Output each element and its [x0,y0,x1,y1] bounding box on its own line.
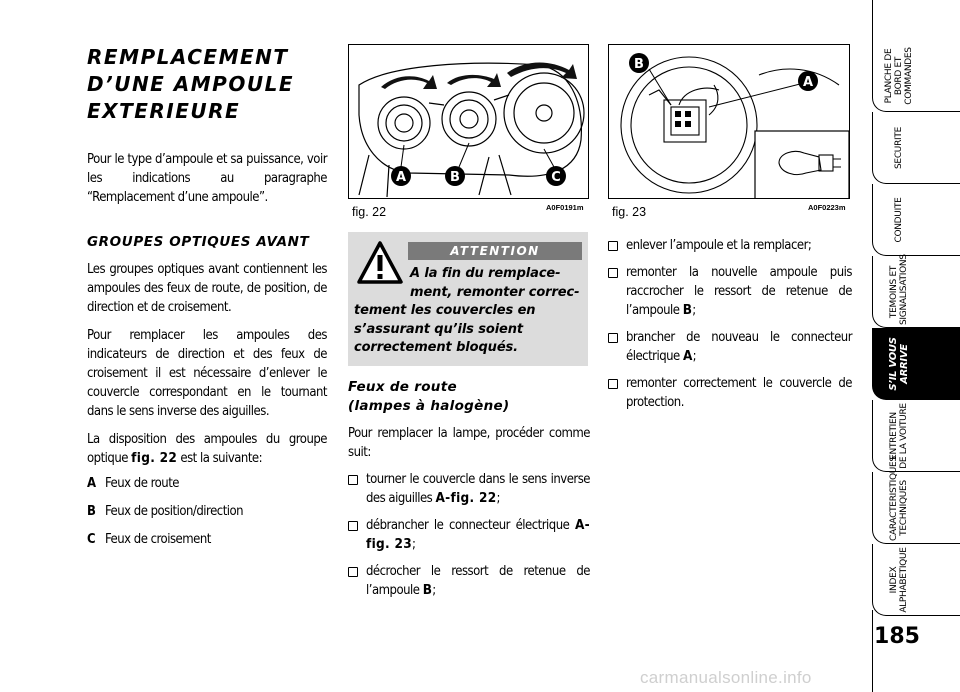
front-section-body [87,260,327,549]
label-b: B [450,170,460,185]
label-c: C [551,170,561,185]
tab-caracteristiques[interactable] [872,455,960,544]
checkbox-bullet-icon [608,379,618,389]
step-ref: A-fig. 23 [366,517,590,552]
step-item [348,562,590,600]
attention-rest: tement les couvercles en s’assurant qu’ils soient correctement bloqués. [354,303,536,355]
page-title [87,44,337,125]
step-text: débrancher le connecteur électrique [366,518,575,533]
checkbox-bullet-icon [608,241,618,251]
layout-fig-ref: fig. 22 [131,450,178,466]
fig-23-caption: fig. 23 [612,205,647,219]
checkbox-bullet-icon [608,268,618,278]
title-line-2: D’UNE AMPOULE [87,72,294,96]
fig23-label-a: A [802,75,814,90]
high-beam-intro: Pour remplacer la lampe, procéder comme suit: [348,426,590,460]
watermark: carmanualsonline.info [640,668,812,687]
step-item [348,470,590,508]
step-ref: A [682,348,693,364]
step-end: ; [692,349,697,364]
step-ref: B [682,302,693,318]
section-heading-front: GROUPES OPTIQUES AVANT [87,234,310,250]
step-item [348,516,590,554]
step-end: ; [692,303,696,318]
step-text: remonter correctement le couvercle de protection. [626,376,852,410]
legend-item-b [87,502,327,521]
step-item [608,328,852,366]
tab-conduite[interactable] [872,184,960,256]
headlight-rear-drawing [349,45,589,199]
legend-item-c [87,530,327,549]
step-item [608,374,852,412]
legend-key: A [87,476,96,491]
fig-23-code: A0F0223m [808,203,846,212]
step-item [608,263,852,320]
high-beam-heading-line-1: Feux de route [348,379,457,395]
tab-entretien[interactable] [872,400,960,472]
step-text: tourner le couvercle dans le sens inverse des aiguilles [366,472,590,506]
step-end: ; [432,583,436,598]
step-item [608,236,852,255]
page-number: 185 [874,624,920,649]
legend-text: Feux de croisement [105,532,211,547]
layout-paragraph [87,430,327,468]
page-number-line [872,610,873,692]
step-text: brancher de nouveau le connecteur électrique [626,330,852,364]
high-beam-heading [348,378,590,416]
fig-22-code: A0F0191m [546,203,584,212]
tab-label: TEMOINS ET SIGNALISATIONS [889,253,909,325]
tab-planche-de-bord[interactable] [872,40,960,112]
fig-22-illustration [348,44,589,199]
checkbox-bullet-icon [348,567,358,577]
step-end: ; [411,537,416,552]
legend-key: C [87,532,96,547]
checkbox-bullet-icon [348,521,358,531]
title-line-3: EXTERIEURE [87,99,241,123]
attention-box [348,232,588,366]
high-beam-body [348,424,590,600]
attention-text [354,265,584,358]
intro-paragraph: Pour le type d’ampoule et sa puissance, voir les indications au paragraphe “Remplacement d’une ampoule”. [87,152,327,205]
tab-temoins[interactable] [872,253,960,328]
tab-securite[interactable] [872,112,960,184]
fig23-label-b: B [634,57,644,72]
checkbox-bullet-icon [348,475,358,485]
label-a: A [395,170,407,185]
legend-item-a [87,474,327,493]
steps-continued [608,236,852,412]
legend-text: Feux de route [105,476,179,491]
attention-label: ATTENTION [408,242,582,260]
bulb-connector-drawing [609,45,850,199]
tab-label: PLANCHE DE BORD ET COMMANDES [884,46,914,105]
tab-label: SECURITE [894,126,904,169]
tab-label: CARACTERISTIQUES TECHNIQUES [889,455,909,541]
bulb-inset [755,131,849,199]
attention-line-1: A la fin du remplace- [410,266,561,281]
front-paragraph-2: Pour remplacer les ampoules des indicateurs de direction et des feux de croisement il est nécessaire d’enlever le couvercle correspondant en le tournant dans le sens inverse des aiguilles. [87,328,327,419]
title-line-1: REMPLACEMENT [87,45,289,69]
checkbox-bullet-icon [608,333,618,343]
layout-suffix: est la suivante: [177,451,263,466]
front-paragraph-1: Les groupes optiques avant contiennent les ampoules des feux de route, de position, de direction et de croisement. [87,262,327,315]
step-ref: B [422,582,433,598]
attention-line-2: ment, remonter correc- [410,284,580,300]
step-end: ; [496,491,500,506]
tab-label: ENTRETIEN DE LA VOITURE [889,402,909,469]
step-text: enlever l’ampoule et la remplacer; [626,238,812,253]
legend-key: B [87,504,96,519]
tab-top-line [872,0,873,40]
tab-index[interactable] [872,544,960,616]
step-text: remonter la nouvelle ampoule puis raccrocher le ressort de retenue de l’ampoule [626,265,852,318]
legend-text: Feux de position/direction [105,504,244,519]
fig-23-illustration [608,44,850,199]
tab-label: INDEX ALPHABETIQUE [889,546,909,613]
chapter-tabs [872,0,960,692]
tab-sil-vous-arrive[interactable] [872,328,960,400]
layout-prefix: La disposition des ampoules du groupe optique [87,432,327,466]
high-beam-heading-line-2: (lampes à halogène) [348,398,510,414]
tab-label: S’IL VOUS ARRIVE [888,336,910,391]
step-ref: A-fig. 22 [435,490,497,506]
tab-label: CONDUITE [894,196,904,243]
step-text: décrocher le ressort de retenue de l’ampoule [366,564,590,598]
fig-22-caption: fig. 22 [352,205,387,219]
